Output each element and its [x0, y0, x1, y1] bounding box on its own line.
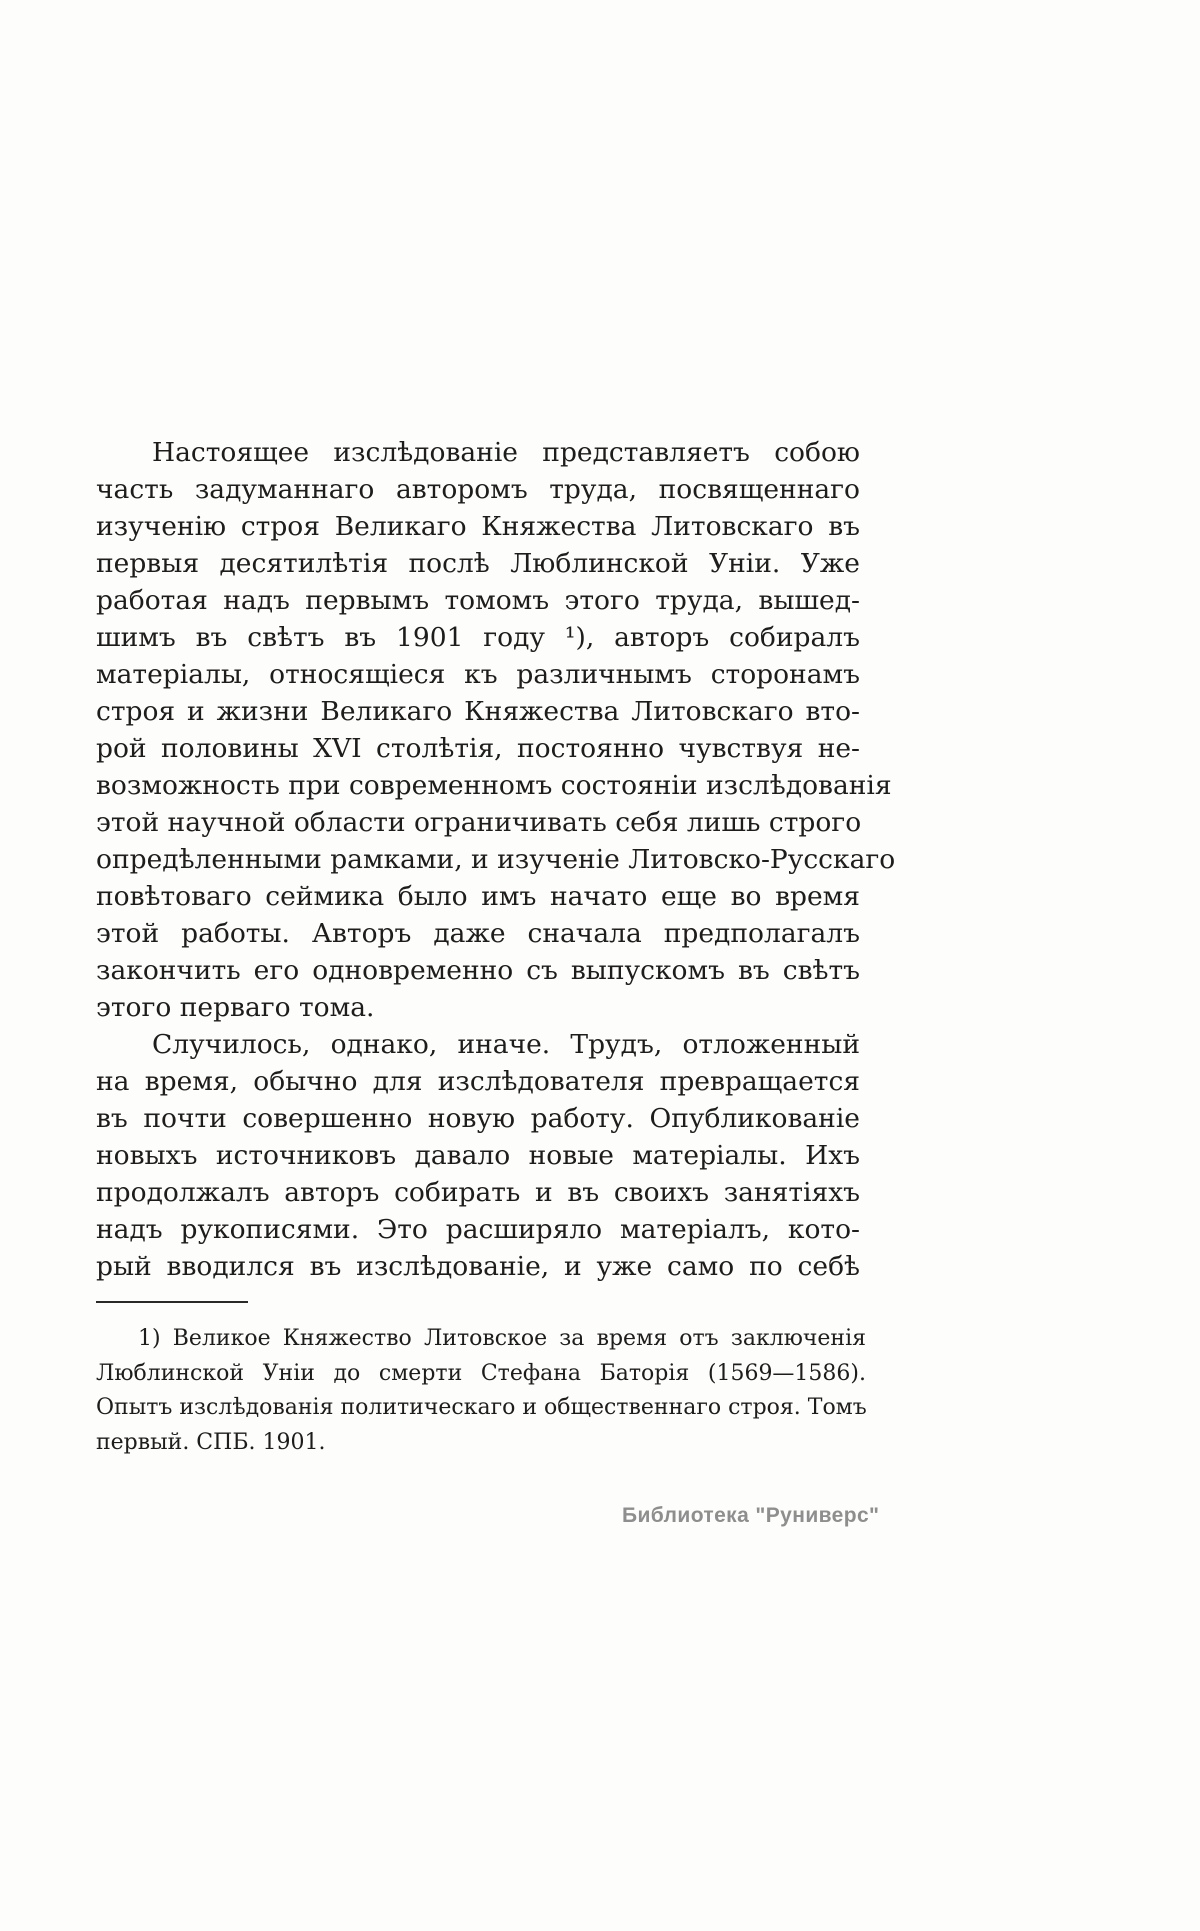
text-line: надъ рукописями. Это расширяло матеріалъ, кото- — [96, 1214, 860, 1245]
footnote-line: Опытъ изслѣдованія политическаго и общественнаго строя. Томъ — [96, 1395, 867, 1420]
text-line: новыхъ источниковъ давало новые матеріалы. Ихъ — [96, 1140, 860, 1171]
text-line: возможность при современномъ состояніи изслѣдованія — [96, 770, 892, 801]
paragraph-2 — [96, 1026, 860, 1285]
text-line: рой половины XVI столѣтія, постоянно чувствуя не- — [96, 733, 860, 764]
footnote-line: первый. СПБ. 1901. — [96, 1429, 326, 1455]
text-line: матеріалы, относящіеся къ различнымъ сторонамъ — [96, 659, 860, 690]
library-watermark: Библиотека "Руниверс" — [622, 1504, 880, 1527]
footnote-line: Люблинской Уніи до смерти Стефана Баторія (1569—1586). — [96, 1360, 866, 1386]
text-line: на время, обычно для изслѣдователя превращается — [96, 1066, 860, 1097]
text-line: часть задуманнаго авторомъ труда, посвященнаго — [96, 474, 860, 505]
paragraph-1 — [96, 434, 896, 1026]
text-line: Настоящее изслѣдованіе представляетъ собою — [152, 437, 860, 468]
text-line: опредѣленными рамками, и изученіе Литовско-Русскаго — [96, 844, 896, 875]
text-line: закончить его одновременно съ выпускомъ въ свѣтъ — [96, 955, 860, 986]
main-text-block — [96, 434, 896, 1285]
text-line: этого перваго тома. — [96, 992, 375, 1023]
text-line: Случилось, однако, иначе. Трудъ, отложенный — [152, 1029, 860, 1060]
text-line: продолжалъ авторъ собирать и въ своихъ занятіяхъ — [96, 1177, 860, 1208]
text-line: работая надъ первымъ томомъ этого труда, вышед- — [96, 585, 860, 616]
text-line: повѣтоваго сеймика было имъ начато еще во время — [96, 881, 860, 912]
text-line: шимъ въ свѣтъ въ 1901 году ¹), авторъ собиралъ — [96, 622, 860, 653]
footnote-line: 1) Великое Княжество Литовское за время отъ заключенія — [138, 1326, 866, 1351]
text-line: изученію строя Великаго Княжества Литовскаго въ — [96, 511, 860, 542]
text-line: строя и жизни Великаго Княжества Литовскаго вто- — [96, 696, 860, 727]
footnote-separator — [96, 1301, 248, 1303]
footnote-block — [96, 1322, 866, 1460]
text-line: этой научной области ограничивать себя лишь строго — [96, 807, 862, 838]
text-line: этой работы. Авторъ даже сначала предполагалъ — [96, 918, 860, 949]
text-line: первыя десятилѣтія послѣ Люблинской Уніи. Уже — [96, 548, 860, 579]
text-line: въ почти совершенно новую работу. Опубликованіе — [96, 1103, 860, 1134]
text-line: рый вводился въ изслѣдованіе, и уже само по себѣ — [96, 1251, 860, 1282]
